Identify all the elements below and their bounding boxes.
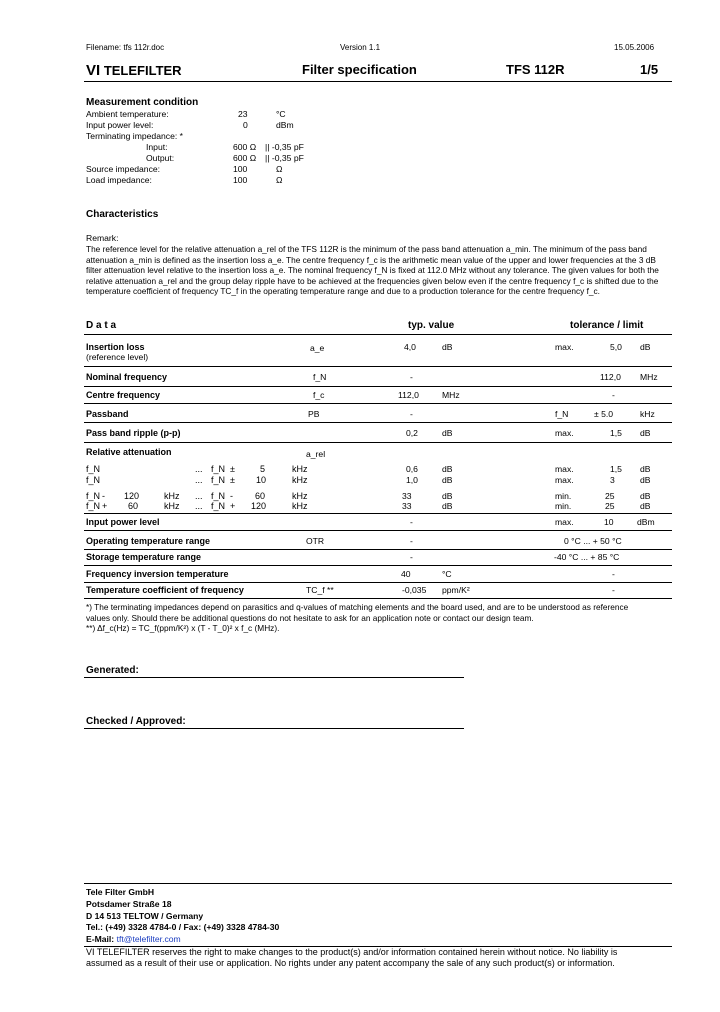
meas-value: 600 Ω	[233, 153, 257, 163]
freq-sign: -	[102, 491, 105, 501]
row-typ: -	[410, 536, 413, 546]
row-sublabel: (reference level)	[86, 352, 149, 362]
row-tol-unit: dB	[640, 464, 651, 474]
row-tol-pre: max.	[555, 428, 574, 438]
row-label: Passband	[86, 409, 129, 419]
freq-dots: ...	[195, 464, 203, 474]
meas-value: 100	[233, 164, 248, 174]
row-tol-pre: f_N	[555, 409, 569, 419]
doc-date: 15.05.2006	[614, 43, 655, 52]
row-tol-val: 1,5	[610, 428, 622, 438]
row-rule	[84, 530, 672, 531]
meas-label: Input:	[146, 142, 168, 152]
row-typ: -	[410, 409, 413, 419]
row-rule	[84, 598, 672, 599]
footer-tel: Tel.: (+49) 3328 4784-0 / Fax: (+49) 3328 4784-30	[86, 922, 280, 932]
row-rule	[84, 366, 672, 367]
freq-ref: f_N	[86, 491, 101, 501]
freq-unit: kHz	[292, 464, 308, 474]
table-rule	[84, 334, 672, 335]
footer-email-label: E-Mail:	[86, 934, 115, 944]
row-tol-unit: dB	[640, 342, 651, 352]
footnote: values only. Should there be additional questions do not hesitate to ask for an application note or contact our design team.	[86, 612, 534, 623]
remark-line: relative attenuation a_rel and the group delay ripple have to be achieved at the frequencies given below even if the centre frequency f_c is shifted due to the	[86, 275, 659, 286]
row-tol-pre: min.	[555, 501, 572, 511]
meas-unit: dBm	[276, 120, 294, 130]
row-tol-unit: dB	[640, 501, 651, 511]
row-typ: -0,035	[402, 585, 427, 595]
meas-label: Load impedance:	[86, 175, 152, 185]
freq-offset: 10	[256, 475, 267, 485]
disclaimer-line: assumed as a result of their use or application. No rights under any patent accompany the sale of any such product(s) or information.	[86, 958, 615, 968]
filename: Filename: tfs 112r.doc	[86, 43, 165, 52]
meas-unit: °C	[276, 109, 286, 119]
remark-line: temperature coefficient of frequency TC_f in the operating temperature range and due to a production tolerance for the centre frequency f_c.	[86, 286, 600, 297]
rel-att-label: Relative attenuation	[86, 447, 172, 457]
row-label: Centre frequency	[86, 390, 161, 400]
row-typ: 33	[402, 491, 412, 501]
row-unit: dB	[442, 475, 453, 485]
company-name: TELEFILTER	[103, 63, 182, 78]
checked-label: Checked / Approved:	[86, 716, 186, 727]
freq-unit: kHz	[164, 501, 180, 511]
meas-label: Ambient temperature:	[86, 109, 169, 119]
remark-label: Remark:	[86, 233, 119, 243]
row-tol-pre: max.	[555, 464, 574, 474]
rel-att-symbol: a_rel	[306, 449, 326, 459]
freq-offset: 60	[128, 501, 139, 511]
row-tol-unit: dB	[640, 475, 651, 485]
row-typ: 0,6	[406, 464, 418, 474]
remark-line: attenuation a_min is defined as the insertion loss a_e. The centre frequency f_c is the arithmetic mean value of the upper and lower frequencies at the 3 dB	[86, 254, 656, 265]
row-typ: -	[410, 372, 413, 382]
row-label: Input power level	[86, 517, 160, 527]
freq-sign: -	[230, 491, 233, 501]
row-tol-val: -	[612, 390, 615, 400]
checked-line	[84, 728, 464, 729]
disclaimer-line: VI TELEFILTER reserves the right to make changes to the product(s) and/or information contained herein without notice. No liability is	[86, 947, 618, 957]
meas-unit: || -0,35 pF	[265, 153, 304, 163]
row-typ: 1,0	[406, 475, 418, 485]
row-tol-val: 10	[604, 517, 614, 527]
row-label: Operating temperature range	[86, 536, 211, 546]
row-tol-val: 5,0	[610, 342, 622, 352]
meas-unit: Ω	[276, 175, 283, 185]
row-symbol: f_c	[313, 390, 325, 400]
freq-unit: kHz	[292, 491, 308, 501]
footer-email-row	[86, 934, 181, 944]
freq-sign: ±	[230, 464, 235, 474]
row-tol-pre: max.	[555, 517, 574, 527]
row-symbol: PB	[308, 409, 320, 419]
row-tol-val: -40 °C ... + 85 °C	[554, 552, 620, 562]
row-tol-val: 1,5	[610, 464, 622, 474]
meas-unit: || -0,35 pF	[265, 142, 304, 152]
row-tol-val: 112,0	[600, 372, 621, 382]
footnote: *) The terminating impedances depend on parasitics and q-values of matching elements and the board used, and are to be understood as reference	[86, 602, 629, 612]
row-rule	[84, 565, 672, 566]
generated-line	[84, 677, 464, 678]
col-header-data: D a t a	[86, 320, 117, 331]
footnote: **) Δf_c(Hz) = TC_f(ppm/K²) x (T - T_0)² x f_c (MHz).	[86, 623, 280, 634]
row-symbol: OTR	[306, 536, 325, 546]
company-prefix: VI	[86, 62, 101, 79]
freq-unit: kHz	[292, 501, 308, 511]
row-rule	[84, 403, 672, 404]
row-label: Nominal frequency	[86, 372, 168, 382]
row-typ: 4,0	[404, 342, 416, 352]
freq-sign: +	[230, 501, 236, 511]
row-tol-val: 25	[605, 501, 615, 511]
row-tol-val: 3	[610, 475, 615, 485]
row-tol-pre: max.	[555, 342, 574, 352]
characteristics-title: Characteristics	[86, 209, 159, 220]
meas-unit: Ω	[276, 164, 283, 174]
company-logo	[86, 62, 182, 79]
row-unit: dB	[442, 464, 453, 474]
row-tol-unit: MHz	[640, 372, 658, 382]
row-label: Pass band ripple (p-p)	[86, 428, 181, 438]
row-tol-unit: dBm	[637, 517, 655, 527]
row-symbol: TC_f **	[306, 585, 334, 595]
freq-offset: 60	[255, 491, 266, 501]
footer-street: Potsdamer Straße 18	[86, 899, 172, 909]
row-label: Insertion loss	[86, 342, 145, 352]
row-tol-unit: dB	[640, 491, 651, 501]
row-unit: °C	[442, 569, 452, 579]
meas-value: 23	[238, 109, 248, 119]
freq-unit: kHz	[164, 491, 180, 501]
row-label: Storage temperature range	[86, 552, 202, 562]
row-typ: 33	[402, 501, 412, 511]
freq-ref: f_N	[211, 501, 226, 511]
freq-offset: 120	[251, 501, 267, 511]
freq-ref: f_N	[86, 464, 101, 474]
row-typ: 0,2	[406, 428, 418, 438]
col-header-typ: typ. value	[408, 320, 455, 331]
row-symbol: a_e	[310, 343, 325, 353]
row-unit: ppm/K²	[442, 585, 470, 595]
freq-unit: kHz	[292, 475, 308, 485]
doc-title: Filter specification	[302, 62, 417, 77]
version: Version 1.1	[340, 43, 381, 52]
row-typ: -	[410, 517, 413, 527]
part-number: TFS 112R	[506, 62, 565, 77]
row-tol-val: 25	[605, 491, 615, 501]
row-unit: dB	[442, 342, 453, 352]
page-number: 1/5	[640, 62, 659, 77]
freq-ref: f_N	[86, 501, 101, 511]
row-unit: dB	[442, 501, 453, 511]
remark-text	[86, 244, 672, 297]
footer-city: D 14 513 TELTOW / Germany	[86, 911, 204, 921]
row-typ: 40	[401, 569, 411, 579]
freq-ref: f_N	[86, 475, 101, 485]
meas-label: Terminating impedance: *	[86, 131, 183, 141]
row-symbol: f_N	[313, 372, 327, 382]
remark-line: filter attenuation level relative to the insertion loss a_e. The nominal frequency f_N is fixed at 112.0 MHz without any tolerance. The given values for both the	[86, 265, 659, 276]
freq-sign: +	[102, 501, 108, 511]
footer-email-link[interactable]: tft@telefilter.com	[116, 934, 181, 944]
footer-company: Tele Filter GmbH	[86, 887, 155, 897]
row-rule	[84, 422, 672, 423]
meas-value: 100	[233, 175, 248, 185]
row-label: Temperature coefficient of frequency	[86, 585, 244, 595]
row-rule	[84, 386, 672, 387]
footer-rule	[84, 883, 672, 884]
measurement-title: Measurement condition	[86, 97, 199, 108]
row-tol-pre: min.	[555, 491, 572, 501]
row-tol-unit: dB	[640, 428, 651, 438]
meas-label: Source impedance:	[86, 164, 161, 174]
row-tol-pre: max.	[555, 475, 574, 485]
freq-sign: ±	[230, 475, 235, 485]
row-rule	[84, 582, 672, 583]
row-tol-unit: kHz	[640, 409, 655, 419]
meas-label: Output:	[146, 153, 175, 163]
freq-offset: 5	[260, 464, 266, 474]
row-label: Frequency inversion temperature	[86, 569, 229, 579]
header-rule	[84, 81, 672, 82]
freq-ref: f_N	[211, 464, 226, 474]
row-typ: -	[410, 552, 413, 562]
remark-line: The reference level for the relative attenuation a_rel of the TFS 112R is the minimum of the pass band attenuation a_min. The minimum of the pass band	[86, 244, 647, 254]
row-rule	[84, 442, 672, 443]
generated-label: Generated:	[86, 665, 139, 676]
col-header-tolerance: tolerance / limit	[570, 320, 644, 331]
freq-ref: f_N	[211, 491, 226, 501]
row-rule	[84, 513, 672, 514]
freq-dots: ...	[195, 475, 203, 485]
row-unit: MHz	[442, 390, 460, 400]
meas-value: 600 Ω	[233, 142, 257, 152]
row-typ: 112,0	[398, 390, 419, 400]
meas-value: 0	[243, 120, 248, 130]
footnotes	[86, 602, 672, 634]
freq-ref: f_N	[211, 475, 226, 485]
row-tol-val: ± 5.0	[594, 409, 614, 419]
freq-dots: ...	[195, 491, 203, 501]
row-tol-val: -	[612, 585, 615, 595]
freq-offset: 120	[124, 491, 140, 501]
row-tol-val: 0 °C ... + 50 °C	[564, 536, 622, 546]
row-unit: dB	[442, 491, 453, 501]
meas-label: Input power level:	[86, 120, 154, 130]
freq-dots: ...	[195, 501, 203, 511]
row-rule	[84, 549, 672, 550]
row-tol-val: -	[612, 569, 615, 579]
row-unit: dB	[442, 428, 453, 438]
